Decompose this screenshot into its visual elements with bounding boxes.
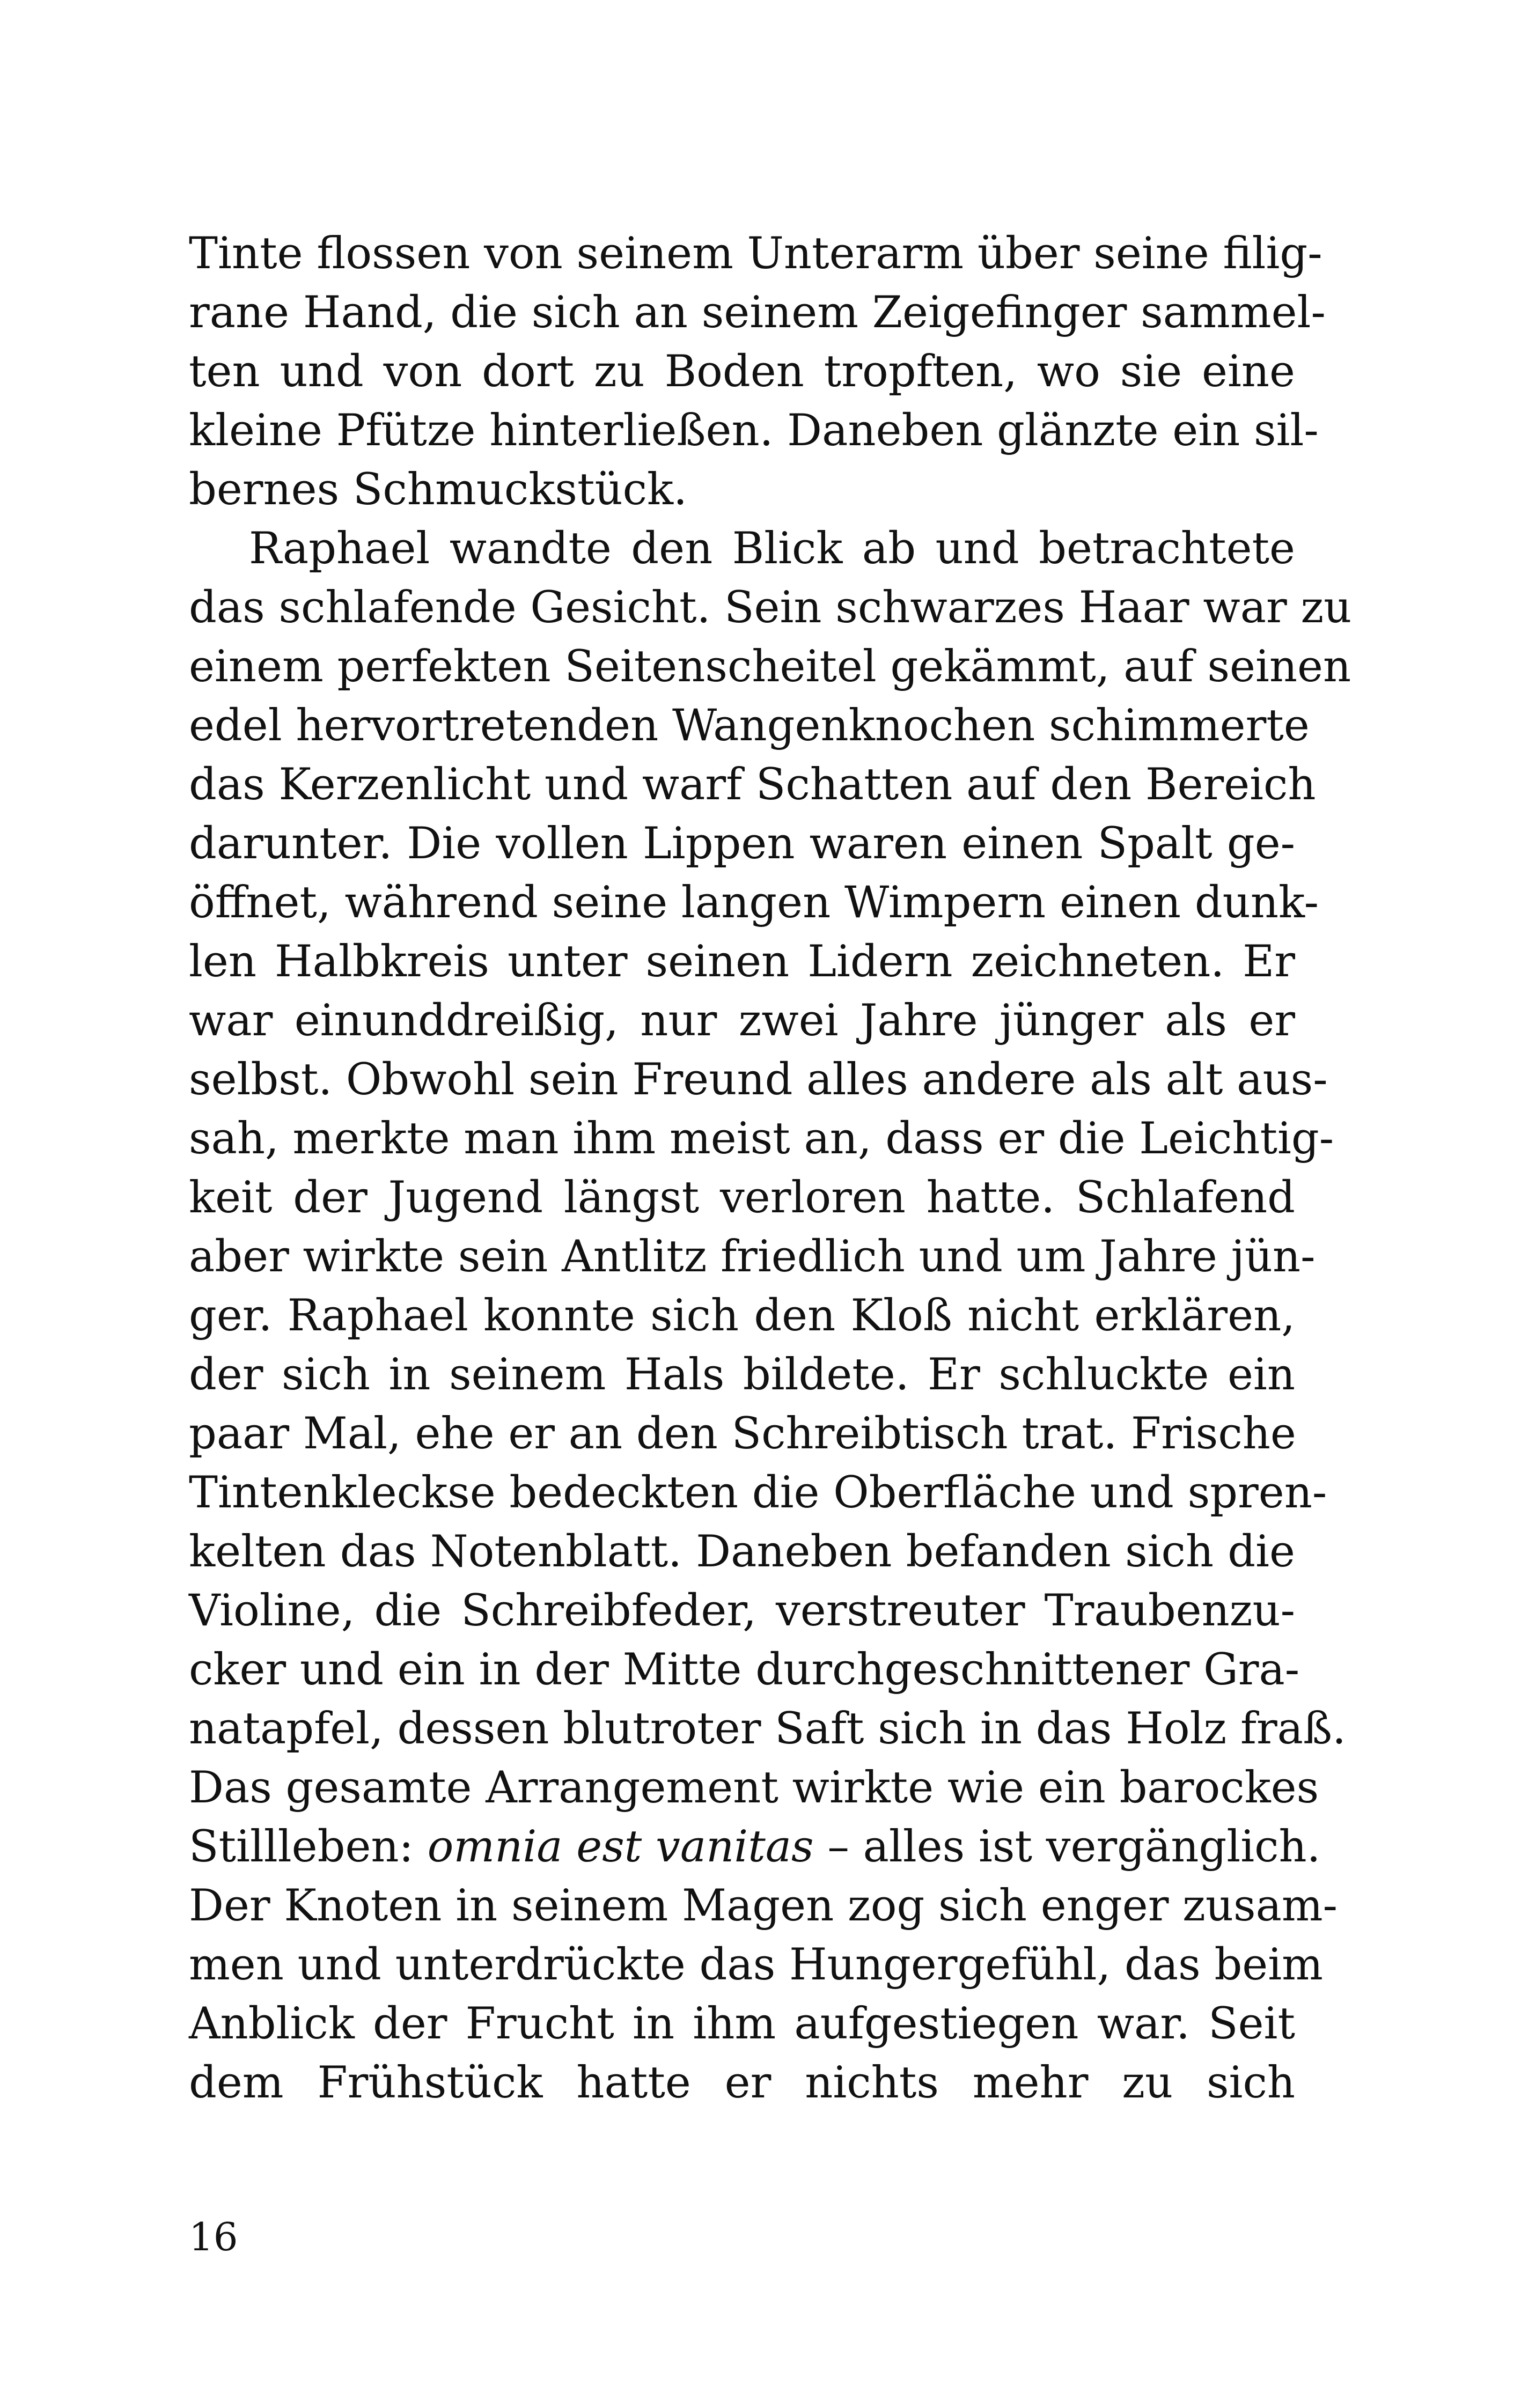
text-segment: Stillleben: bbox=[189, 1822, 428, 1872]
page-number: 16 bbox=[189, 2214, 238, 2259]
text-line: Der Knoten in seinem Magen zog sich enger zusam- bbox=[189, 1881, 1338, 1931]
text-line: keit der Jugend längst verloren hatte. Schlafend bbox=[189, 1173, 1295, 1223]
text-line: edel hervortretenden Wangenknochen schimmerte bbox=[189, 701, 1310, 751]
text-line: Anblick der Frucht in ihm aufgestiegen war. Seit bbox=[189, 1999, 1295, 2049]
text-line: darunter. Die vollen Lippen waren einen Spalt ge- bbox=[189, 819, 1295, 869]
text-line: der sich in seinem Hals bildete. Er schluckte ein bbox=[189, 1350, 1295, 1400]
text-line: Das gesamte Arrangement wirkte wie ein barockes bbox=[189, 1763, 1319, 1813]
text-line: cker und ein in der Mitte durchgeschnittener Gra- bbox=[189, 1645, 1300, 1695]
text-segment: – alles ist vergänglich. bbox=[813, 1822, 1321, 1872]
text-line: öffnet, während seine langen Wimpern einen dunk- bbox=[189, 878, 1319, 928]
text-line: das schlafende Gesicht. Sein schwarzes Haar war zu bbox=[189, 583, 1352, 633]
text-line: bernes Schmuckstück. bbox=[189, 465, 687, 515]
text-line-with-italic bbox=[189, 1817, 1321, 1876]
text-line: natapfel, dessen blutroter Saft sich in das Holz fraß. bbox=[189, 1704, 1346, 1754]
text-line: selbst. Obwohl sein Freund alles andere als alt aus- bbox=[189, 1055, 1328, 1105]
body-text bbox=[189, 224, 1352, 2112]
text-line: ger. Raphael konnte sich den Kloß nicht erklären, bbox=[189, 1291, 1295, 1341]
text-line: paar Mal, ehe er an den Schreibtisch trat. Frische bbox=[189, 1409, 1296, 1459]
text-line: aber wirkte sein Antlitz friedlich und um Jahre jün- bbox=[189, 1232, 1316, 1282]
text-line: dem Frühstück hatte er nichts mehr zu sich bbox=[189, 2058, 1295, 2108]
text-line: sah, merkte man ihm meist an, dass er die Leichtig- bbox=[189, 1114, 1334, 1164]
text-line: einem perfekten Seitenscheitel gekämmt, auf seinen bbox=[189, 642, 1351, 692]
text-line: Raphael wandte den Blick ab und betrachtete bbox=[249, 524, 1295, 574]
text-line: Tintenkleckse bedeckten die Oberfläche und spren- bbox=[189, 1468, 1327, 1518]
text-line: kleine Pfütze hinterließen. Daneben glänzte ein sil- bbox=[189, 406, 1319, 456]
text-line: Tinte flossen von seinem Unterarm über seine filig- bbox=[189, 229, 1322, 279]
text-line: ten und von dort zu Boden tropften, wo sie eine bbox=[189, 347, 1295, 397]
text-line: das Kerzenlicht und warf Schatten auf den Bereich bbox=[189, 760, 1316, 810]
text-line: Violine, die Schreibfeder, verstreuter Traubenzu- bbox=[189, 1586, 1295, 1636]
italic-phrase: omnia est vanitas bbox=[427, 1822, 814, 1872]
text-line: war einunddreißig, nur zwei Jahre jünger als er bbox=[189, 996, 1295, 1046]
text-line: men und unterdrückte das Hungergefühl, das beim bbox=[189, 1940, 1323, 1990]
text-line: kelten das Notenblatt. Daneben befanden sich die bbox=[189, 1527, 1295, 1577]
text-line: len Halbkreis unter seinen Lidern zeichneten. Er bbox=[189, 937, 1295, 987]
text-line: rane Hand, die sich an seinem Zeigefinger sammel- bbox=[189, 288, 1326, 338]
